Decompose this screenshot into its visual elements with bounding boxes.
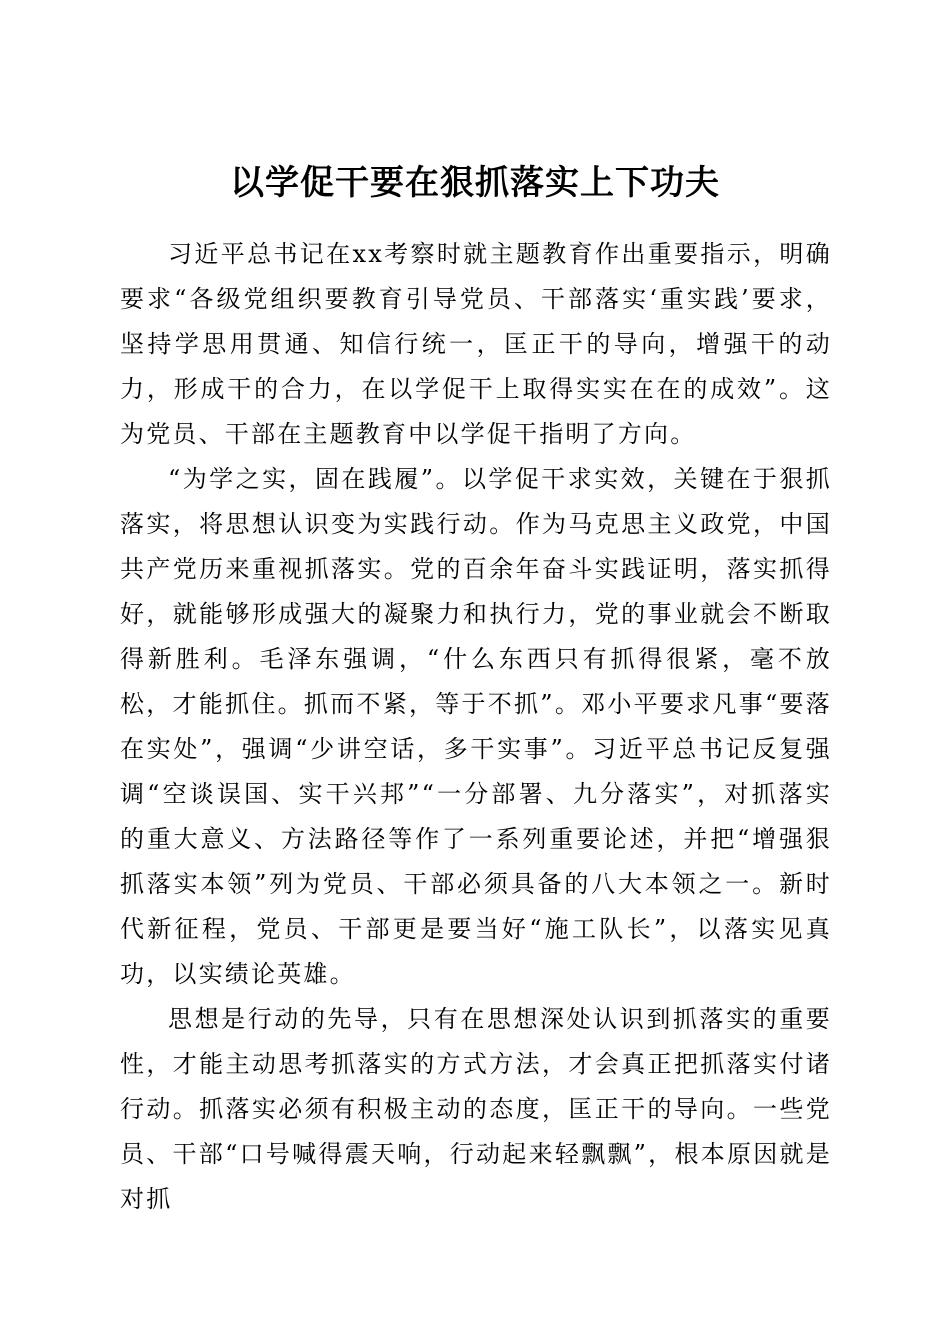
paragraph-1: 习近平总书记在xx考察时就主题教育作出重要指示，明确要求“各级党组织要教育引导党员、干部落实‘重实践’要求，坚持学思用贯通、知信行统一，匡正干的导向，增强干的动力，形成干的合力，在以学促干上取得实实在在的成效”。这为党员、干部在主题教育中以学促干指明了方向。	[120, 240, 832, 448]
paragraph-2: “为学之实，固在践履”。以学促干求实效，关键在于狠抓落实，将思想认识变为实践行动。作为马克思主义政党，中国共产党历来重视抓落实。党的百余年奋斗实践证明，落实抓得好，就能够形成强大的凝聚力和执行力，党的事业就会不断取得新胜利。毛泽东强调，“什么东西只有抓得很紧，毫不放松，才能抓住。抓而不紧，等于不抓”。邓小平要求凡事“要落在实处”，强调“少讲空话，多干实事”。习近平总书记反复强调“空谈误国、实干兴邦”“一分部署、九分落实”，对抓落实的重大意义、方法路径等作了一系列重要论述，并把“增强狠抓落实本领”列为党员、干部必须具备的八大本领之一。新时代新征程，党员、干部更是要当好“施工队长”，以落实见真功，以实绩论英雄。	[120, 465, 832, 988]
document-title: 以学促干要在狠抓落实上下功夫	[230, 162, 720, 203]
paragraph-3: 思想是行动的先导，只有在思想深处认识到抓落实的重要性，才能主动思考抓落实的方式方法，才会真正把抓落实付诸行动。抓落实必须有积极主动的态度，匡正干的导向。一些党员、干部“口号喊得震天响，行动起来轻飘飘”，根本原因就是对抓	[120, 1005, 832, 1213]
document-body	[120, 232, 832, 1222]
